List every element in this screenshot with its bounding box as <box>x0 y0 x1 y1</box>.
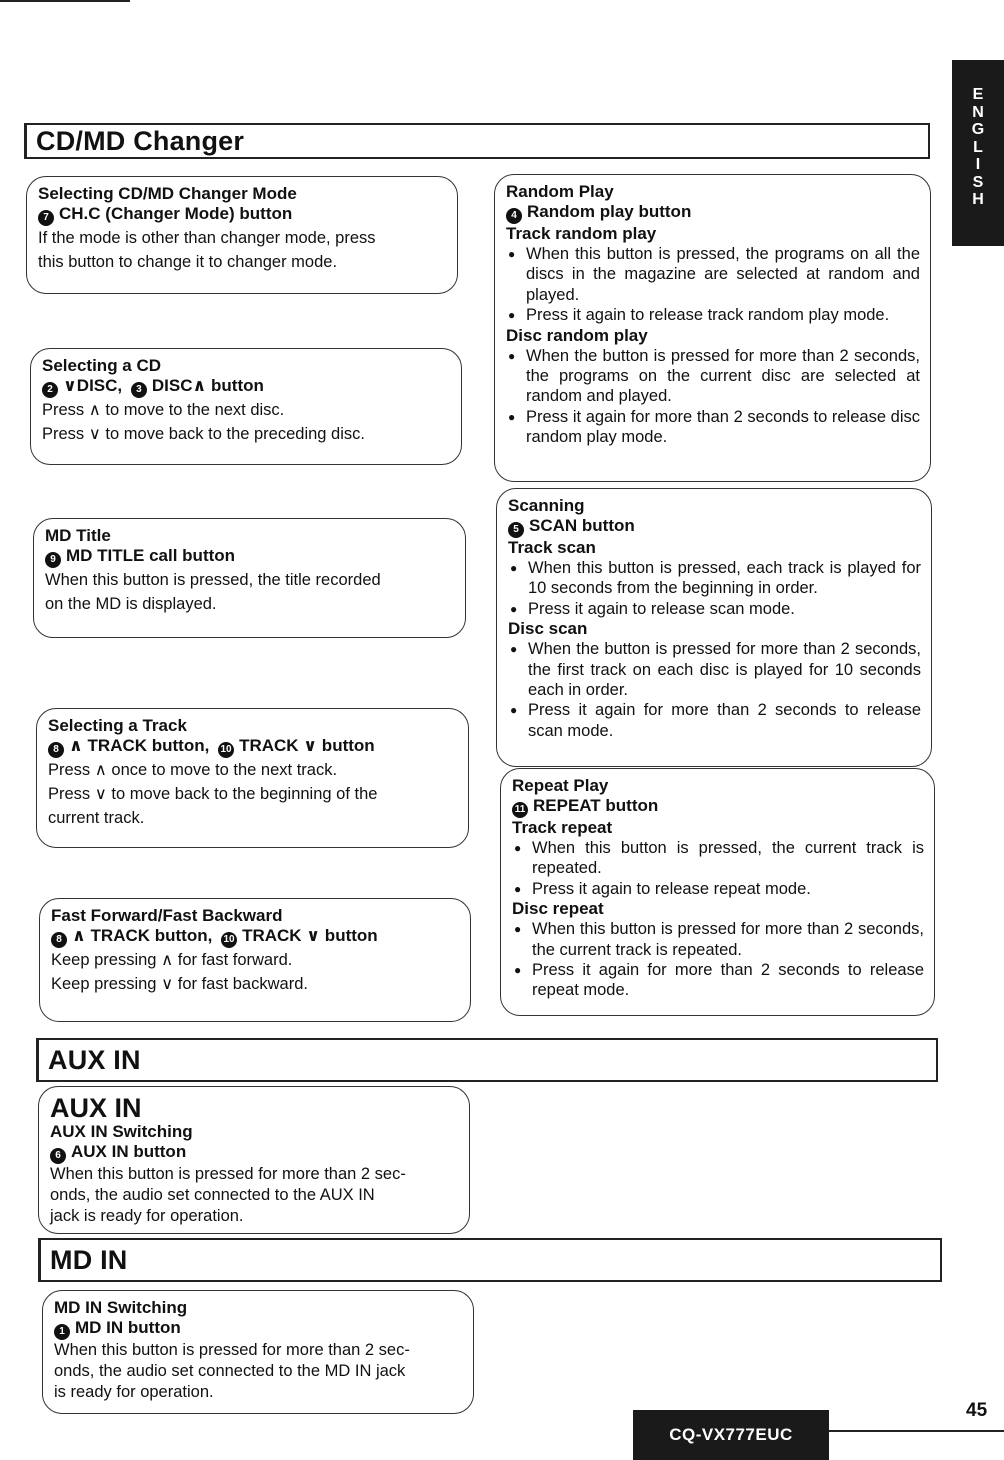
button-reference <box>506 202 920 224</box>
list-item: ● When this button is pressed, the current track is repeated. <box>512 838 924 879</box>
box-scanning <box>496 488 932 767</box>
button-reference <box>54 1318 463 1340</box>
callout-number: 9 <box>45 552 61 568</box>
list-item: ● When this button is pressed for more than 2 seconds, the current track is repeated. <box>512 919 924 960</box>
button-name: AUX IN button <box>71 1142 187 1161</box>
callout-number: 1 <box>54 1324 70 1340</box>
list-item: ● Press it again to release scan mode. <box>508 599 921 619</box>
button-name: CH.C (Changer Mode) button <box>59 204 293 223</box>
button-name: REPEAT button <box>533 796 659 815</box>
box-title: AUX IN Switching <box>50 1122 193 1141</box>
list-item: ● When the button is pressed for more than 2 seconds, the programs on the current disc are selected at random and played. <box>506 346 920 407</box>
list-item: ● Press it again for more than 2 seconds to release scan mode. <box>508 700 921 741</box>
button-name: TRACK ∨ button <box>239 736 375 755</box>
body-line: When this button is pressed for more than 2 sec- <box>50 1165 406 1183</box>
list-item: ● Press it again to release track random play mode. <box>506 305 920 325</box>
bullet-list <box>506 346 920 448</box>
button-name: TRACK ∨ button <box>242 926 378 945</box>
bullet-list <box>508 558 921 619</box>
button-name: MD TITLE call button <box>66 546 236 565</box>
box-md-in <box>42 1290 474 1414</box>
box-fast-forward-backward <box>39 898 471 1022</box>
subheading: Disc repeat <box>512 899 604 919</box>
button-reference <box>508 516 921 538</box>
body-line: jack is ready for operation. <box>50 1207 244 1225</box>
box-title: Selecting CD/MD Changer Mode <box>38 184 297 203</box>
list-item: ● When this button is pressed, each track is played for 10 seconds from the beginning in order. <box>508 558 921 599</box>
language-letter: S <box>972 173 984 191</box>
section-title: MD IN <box>50 1245 128 1275</box>
box-md-title <box>33 518 466 638</box>
page-number: 45 <box>966 1400 988 1421</box>
box-title: Fast Forward/Fast Backward <box>51 906 283 925</box>
callout-number: 8 <box>48 742 64 758</box>
box-title: Scanning <box>508 496 585 515</box>
body-line: on the MD is displayed. <box>45 595 217 613</box>
box-random-play <box>494 174 931 482</box>
box-aux-in <box>38 1086 470 1234</box>
box-title: Selecting a Track <box>48 716 187 735</box>
button-name: ∧ TRACK button, <box>72 926 213 945</box>
body-line: Keep pressing ∧ for fast forward. <box>51 951 293 969</box>
callout-number: 11 <box>512 802 528 818</box>
subheading: Disc random play <box>506 325 648 345</box>
body-line: Press ∧ once to move to the next track. <box>48 761 338 779</box>
list-item: ● Press it again to release repeat mode. <box>512 879 924 899</box>
body-line: If the mode is other than changer mode, press <box>38 229 376 247</box>
section-title: AUX IN <box>48 1045 141 1075</box>
callout-number: 2 <box>42 382 58 398</box>
body-line: Keep pressing ∨ for fast backward. <box>51 975 308 993</box>
box-select-cd <box>30 348 462 465</box>
button-reference <box>38 204 447 226</box>
language-letter: H <box>972 191 984 208</box>
list-item: ● When the button is pressed for more than 2 seconds, the first track on each disc is played for 10 seconds each in order. <box>508 639 921 700</box>
list-item: ● Press it again for more than 2 seconds to release disc random play mode. <box>506 407 920 448</box>
button-name: Random play button <box>527 202 692 221</box>
language-tab <box>952 60 1004 246</box>
section-header-cdmd <box>24 123 930 159</box>
section-title: CD/MD Changer <box>36 126 245 156</box>
body-line: Press ∨ to move back to the preceding disc. <box>42 425 365 443</box>
language-letter: L <box>973 138 983 156</box>
callout-number: 7 <box>38 210 54 226</box>
bullet-list <box>512 919 924 1001</box>
body-line: is ready for operation. <box>54 1383 214 1401</box>
model-number-badge <box>633 1410 829 1460</box>
button-reference <box>512 796 924 818</box>
model-number: CQ-VX777EUC <box>669 1425 793 1444</box>
subheading: Track scan <box>508 538 596 557</box>
top-rule <box>0 0 130 2</box>
button-reference <box>51 926 460 948</box>
button-reference <box>42 376 451 398</box>
language-letter: G <box>971 121 985 138</box>
footer-rule <box>829 1430 1004 1432</box>
bullet-list <box>508 639 921 741</box>
bullet-list <box>506 244 920 326</box>
section-header-aux-in <box>36 1038 938 1082</box>
button-name: ∧ TRACK button, <box>69 736 210 755</box>
box-title: Repeat Play <box>512 776 609 795</box>
box-repeat-play <box>500 768 935 1016</box>
box-big-title: AUX IN <box>50 1093 142 1123</box>
button-name: MD IN button <box>75 1318 181 1337</box>
callout-number: 10 <box>221 932 237 948</box>
language-letter: I <box>975 156 981 173</box>
language-letter: N <box>972 103 984 121</box>
subheading: Track repeat <box>512 818 613 837</box>
callout-number: 10 <box>218 742 234 758</box>
callout-number: 8 <box>51 932 67 948</box>
button-reference <box>50 1142 459 1164</box>
box-title: MD IN Switching <box>54 1298 188 1317</box>
box-title: Selecting a CD <box>42 356 162 375</box>
callout-number: 5 <box>508 522 524 538</box>
body-line: this button to change it to changer mode. <box>38 253 338 271</box>
list-item: ● When this button is pressed, the programs on all the discs in the magazine are selected at random and played. <box>506 244 920 305</box>
body-line: current track. <box>48 809 145 827</box>
button-name: SCAN button <box>529 516 635 535</box>
body-line: Press ∨ to move back to the beginning of the <box>48 785 378 803</box>
section-header-md-in <box>38 1238 942 1282</box>
body-line: Press ∧ to move to the next disc. <box>42 401 285 419</box>
box-changer-mode <box>26 176 458 294</box>
body-line: When this button is pressed, the title recorded <box>45 571 381 589</box>
body-line: onds, the audio set connected to the AUX IN <box>50 1186 375 1204</box>
button-reference <box>48 736 458 758</box>
bullet-list <box>512 838 924 899</box>
callout-number: 6 <box>50 1148 66 1164</box>
button-name: ∨DISC, <box>63 376 123 395</box>
list-item: ● Press it again for more than 2 seconds to release repeat mode. <box>512 960 924 1001</box>
callout-number: 4 <box>506 208 522 224</box>
button-name: DISC∧ button <box>151 376 264 395</box>
body-line: When this button is pressed for more than 2 sec- <box>54 1341 410 1359</box>
body-line: onds, the audio set connected to the MD IN jack <box>54 1362 406 1380</box>
box-title: MD Title <box>45 526 111 545</box>
box-select-track <box>36 708 469 848</box>
button-reference <box>45 546 455 568</box>
language-letter: E <box>972 86 984 103</box>
callout-number: 3 <box>131 382 147 398</box>
subheading: Track random play <box>506 224 657 243</box>
box-title: Random Play <box>506 182 614 201</box>
subheading: Disc scan <box>508 619 588 639</box>
